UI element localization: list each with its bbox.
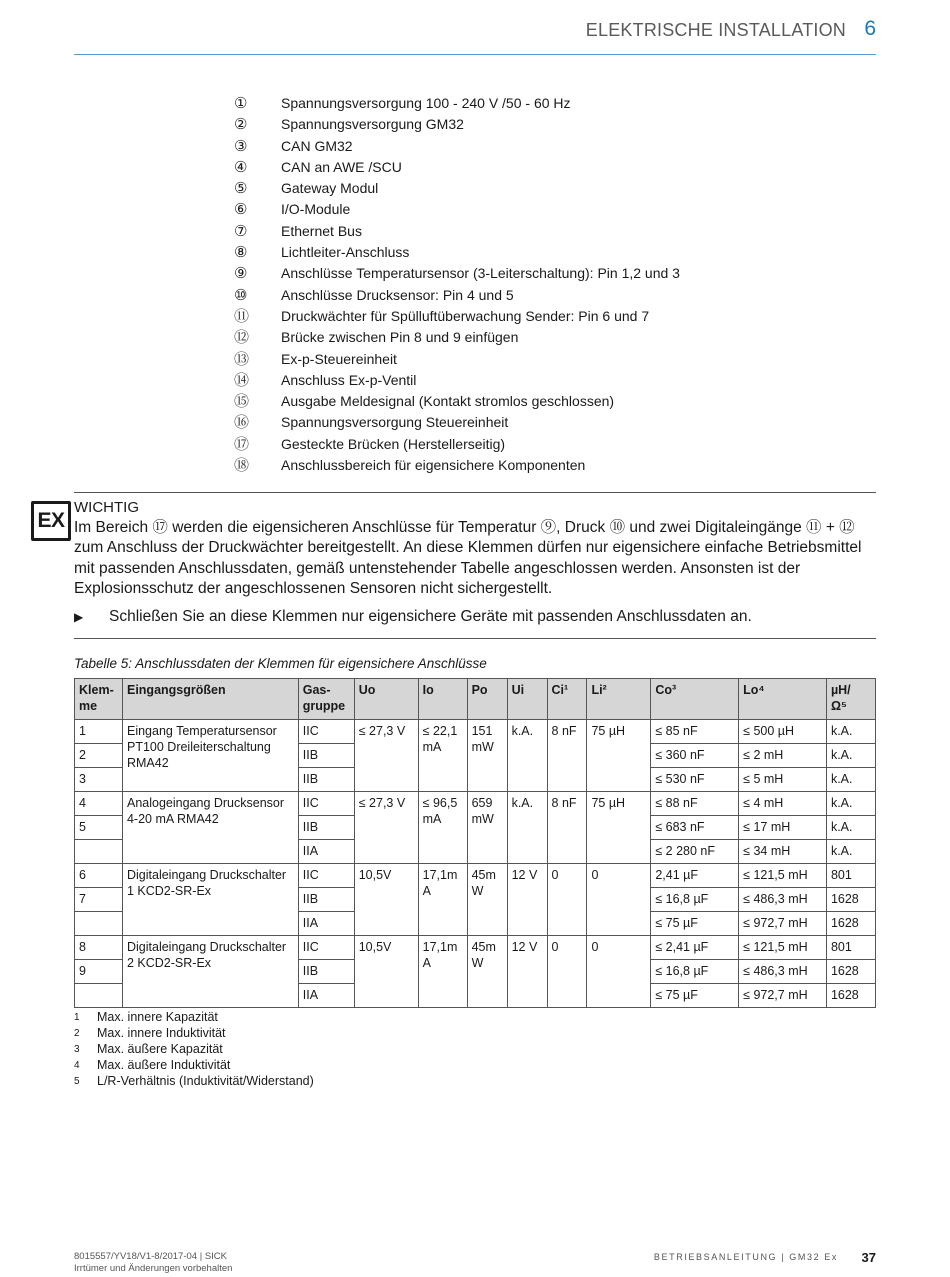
cell-co: ≤ 75 µF [651,984,739,1008]
cell-io: 17,1m A [418,936,467,1008]
legend-item [234,286,680,307]
cell-lo: ≤ 121,5 mH [739,864,827,888]
cell-co: ≤ 16,8 µF [651,888,739,912]
footnote-number: 5 [74,1076,80,1087]
column-header: Li² [587,679,651,720]
footnote [74,1074,314,1090]
cell-gas-group: IIB [298,888,354,912]
chapter-number: 6 [864,17,876,40]
legend-item [234,456,680,477]
cell-ratio: k.A. [826,816,875,840]
legend-number: ⑰ [234,435,250,453]
cell-gas-group: IIB [298,768,354,792]
legend-number: ⑫ [234,329,250,347]
note-body: Im Bereich ⑰ werden die eigensicheren Anschlüsse für Temperatur ⑨, Druck ⑩ und zwei Digitaleingänge ⑪ + ⑫ zum Anschluss der Druckwächter bereitgestellt. An diese Klemmen dürfen nur eigensichere einfache Betriebsmittel mit passenden Anschlussdaten, gemäß untenstehender Tabelle angeschlossen werden. Ansonsten ist der Explosionsschutz der angeschlossenen Sensoren nicht sichergestellt. [74,519,862,598]
footnote-text: Max. äußere Induktivität [97,1058,231,1072]
legend-text: Spannungsversorgung Steuereinheit [281,414,509,431]
legend-text: Gateway Modul [281,180,379,197]
cell-gas-group: IIA [298,840,354,864]
legend-number: ⑤ [234,180,248,198]
legend-text: Spannungsversorgung GM32 [281,116,464,133]
legend-item [234,137,680,158]
page-number: 37 [861,1250,876,1265]
cell-klemme: 7 [75,888,123,912]
doc-id: 8015557/YV18/V1-8/2017-04 | SICK [74,1251,227,1262]
cell-input: Digitaleingang Druckschalter 1 KCD2-SR-Ex [122,864,298,936]
cell-io: 17,1m A [418,864,467,936]
legend-text: CAN GM32 [281,137,353,154]
cell-uo: 10,5V [354,864,418,936]
table-row [75,936,876,960]
legend-text: Anschluss Ex-p-Ventil [281,371,417,388]
cell-po: 45m W [467,936,507,1008]
legend-number: ⑬ [234,350,250,368]
cell-ratio: 1628 [826,912,875,936]
cell-gas-group: IIC [298,720,354,744]
cell-co: ≤ 16,8 µF [651,960,739,984]
legend-item [234,200,680,221]
legend-item [234,413,680,434]
cell-ci: 0 [547,936,587,1008]
table-header-row [75,679,876,720]
footnote-number: 1 [74,1012,80,1023]
legend-number: ⑥ [234,201,248,219]
cell-ratio: 801 [826,936,875,960]
cell-ui: k.A. [507,792,547,864]
cell-ci: 8 nF [547,792,587,864]
footnote [74,1010,314,1026]
connection-data-table [74,678,876,1008]
cell-gas-group: IIB [298,960,354,984]
column-header: Klem- me [75,679,123,720]
footnote-text: L/R-Verhältnis (Induktivität/Widerstand) [97,1074,314,1088]
note-title: WICHTIG [74,499,139,516]
footnote-number: 3 [74,1044,80,1055]
cell-klemme: 4 [75,792,123,816]
cell-klemme: 6 [75,864,123,888]
cell-ci: 0 [547,864,587,936]
cell-lo: ≤ 34 mH [739,840,827,864]
cell-ratio: k.A. [826,840,875,864]
note-bullet-text: Schließen Sie an diese Klemmen nur eigensichere Geräte mit passenden Anschlussdaten an. [109,608,752,625]
cell-ratio: k.A. [826,720,875,744]
cell-io: ≤ 96,5 mA [418,792,467,864]
cell-ci: 8 nF [547,720,587,792]
cell-gas-group: IIA [298,912,354,936]
legend-number: ⑮ [234,393,250,411]
cell-uo: ≤ 27,3 V [354,792,418,864]
legend-number: ② [234,116,248,134]
column-header: Uo [354,679,418,720]
legend-text: Anschlussbereich für eigensichere Komponenten [281,457,586,474]
legend-text: Brücke zwischen Pin 8 und 9 einfügen [281,329,519,346]
cell-co: ≤ 2,41 µF [651,936,739,960]
page-header [74,18,876,55]
cell-klemme [75,840,123,864]
cell-lo: ≤ 486,3 mH [739,960,827,984]
disclaimer: Irrtümer und Änderungen vorbehalten [74,1263,233,1274]
cell-io: ≤ 22,1 mA [418,720,467,792]
legend-item [234,371,680,392]
legend-item [234,328,680,349]
legend-text: Anschlüsse Drucksensor: Pin 4 und 5 [281,286,514,303]
footnote [74,1042,314,1058]
column-header: Co³ [651,679,739,720]
cell-klemme: 1 [75,720,123,744]
legend-item [234,392,680,413]
cell-lo: ≤ 500 µH [739,720,827,744]
figure-legend [234,94,680,477]
legend-number: ⑩ [234,286,248,304]
ex-warning-icon: EX [31,501,71,541]
legend-text: Lichtleiter-Anschluss [281,244,410,261]
legend-text: Ex-p-Steuereinheit [281,350,397,367]
cell-li: 75 µH [587,720,651,792]
cell-li: 75 µH [587,792,651,864]
cell-ratio: 1628 [826,888,875,912]
legend-number: ④ [234,158,248,176]
manual-title: BETRIEBSANLEITUNG | GM32 Ex [653,1252,838,1262]
legend-number: ① [234,95,248,112]
legend-number: ⑭ [234,371,250,389]
cell-ui: k.A. [507,720,547,792]
cell-lo: ≤ 17 mH [739,816,827,840]
cell-input: Eingang Temperatursensor PT100 Dreileiterschaltung RMA42 [122,720,298,792]
cell-co: ≤ 683 nF [651,816,739,840]
cell-gas-group: IIB [298,744,354,768]
legend-item [234,115,680,136]
cell-gas-group: IIC [298,936,354,960]
chapter-title: ELEKTRISCHE INSTALLATION [585,20,846,40]
footnote-number: 4 [74,1060,80,1071]
cell-lo: ≤ 2 mH [739,744,827,768]
legend-number: ⑦ [234,222,248,240]
footnote [74,1058,314,1074]
cell-lo: ≤ 4 mH [739,792,827,816]
column-header: Lo⁴ [739,679,827,720]
cell-uo: 10,5V [354,936,418,1008]
footnote-number: 2 [74,1028,80,1039]
footnotes [74,1010,314,1090]
legend-text: I/O-Module [281,201,351,218]
legend-item [234,435,680,456]
cell-ratio: k.A. [826,768,875,792]
cell-lo: ≤ 5 mH [739,768,827,792]
footer-left [74,1251,232,1275]
cell-klemme: 3 [75,768,123,792]
note-top-rule [74,492,876,493]
footnote-text: Max. innere Induktivität [97,1026,226,1040]
cell-lo: ≤ 121,5 mH [739,936,827,960]
cell-klemme: 5 [75,816,123,840]
legend-item [234,222,680,243]
table-row [75,720,876,744]
cell-input: Digitaleingang Druckschalter 2 KCD2-SR-Ex [122,936,298,1008]
legend-item [234,243,680,264]
legend-number: ⑯ [234,414,250,432]
note-bullet [74,608,752,626]
legend-item [234,94,680,115]
legend-item [234,307,680,328]
legend-text: Spannungsversorgung 100 - 240 V /50 - 60 Hz [281,95,571,111]
legend-item [234,158,680,179]
legend-number: ⑱ [234,457,250,475]
note-bottom-rule [74,638,876,639]
cell-uo: ≤ 27,3 V [354,720,418,792]
legend-number: ⑨ [234,265,248,283]
cell-co: ≤ 88 nF [651,792,739,816]
cell-ratio: k.A. [826,744,875,768]
cell-po: 659 mW [467,792,507,864]
cell-co: ≤ 75 µF [651,912,739,936]
legend-number: ③ [234,137,248,155]
legend-item [234,264,680,285]
cell-co: ≤ 2 280 nF [651,840,739,864]
column-header: µH/ Ω⁵ [826,679,875,720]
cell-co: ≤ 360 nF [651,744,739,768]
cell-ratio: 1628 [826,960,875,984]
cell-po: 45m W [467,864,507,936]
cell-lo: ≤ 972,7 mH [739,984,827,1008]
legend-text: Ethernet Bus [281,222,362,239]
cell-klemme: 8 [75,936,123,960]
legend-text: CAN an AWE /SCU [281,158,402,175]
cell-co: 2,41 µF [651,864,739,888]
cell-co: ≤ 85 nF [651,720,739,744]
cell-li: 0 [587,864,651,936]
legend-text: Ausgabe Meldesignal (Kontakt stromlos geschlossen) [281,393,615,410]
cell-ratio: k.A. [826,792,875,816]
legend-item [234,350,680,371]
cell-ui: 12 V [507,936,547,1008]
legend-number: ⑧ [234,244,248,262]
cell-ui: 12 V [507,864,547,936]
column-header: Io [418,679,467,720]
cell-gas-group: IIB [298,816,354,840]
cell-li: 0 [587,936,651,1008]
footnote-text: Max. innere Kapazität [97,1010,218,1024]
cell-input: Analogeingang Drucksensor 4-20 mA RMA42 [122,792,298,864]
table-row [75,792,876,816]
table-caption: Tabelle 5: Anschlussdaten der Klemmen für eigensichere Anschlüsse [74,656,487,671]
column-header: Gas- gruppe [298,679,354,720]
legend-text: Gesteckte Brücken (Herstellerseitig) [281,435,506,452]
cell-gas-group: IIC [298,864,354,888]
cell-po: 151 mW [467,720,507,792]
cell-klemme: 2 [75,744,123,768]
cell-klemme [75,912,123,936]
cell-ratio: 801 [826,864,875,888]
bullet-arrow-icon: ▶ [74,610,84,624]
legend-item [234,179,680,200]
legend-text: Anschlüsse Temperatursensor (3-Leiterschaltung): Pin 1,2 und 3 [281,265,680,282]
cell-ratio: 1628 [826,984,875,1008]
cell-gas-group: IIC [298,792,354,816]
column-header: Eingangsgrößen [122,679,298,720]
cell-gas-group: IIA [298,984,354,1008]
cell-co: ≤ 530 nF [651,768,739,792]
footnote-text: Max. äußere Kapazität [97,1042,223,1056]
legend-number: ⑪ [234,307,250,325]
column-header: Ci¹ [547,679,587,720]
legend-text: Druckwächter für Spülluftüberwachung Sender: Pin 6 und 7 [281,307,650,324]
cell-klemme [75,984,123,1008]
footnote [74,1026,314,1042]
column-header: Ui [507,679,547,720]
table-row [75,864,876,888]
cell-klemme: 9 [75,960,123,984]
cell-lo: ≤ 486,3 mH [739,888,827,912]
cell-lo: ≤ 972,7 mH [739,912,827,936]
column-header: Po [467,679,507,720]
